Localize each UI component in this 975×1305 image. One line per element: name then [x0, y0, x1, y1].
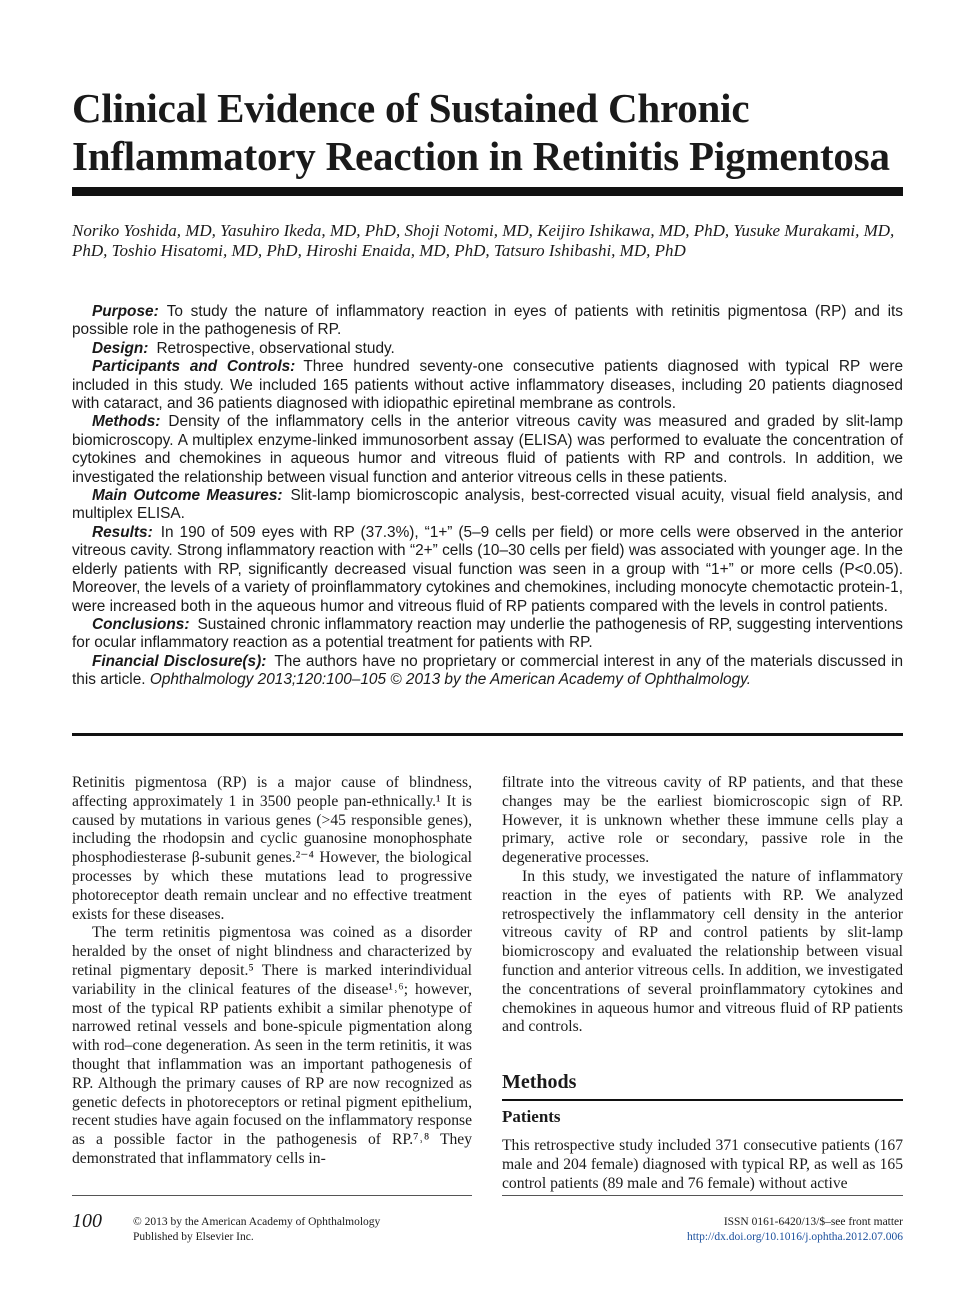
journal-citation: Ophthalmology 2013;120:100–105 © 2013 by the American Academy of Ophthalmology. [149, 671, 751, 689]
abstract-label: Purpose: [92, 303, 159, 320]
abstract-label: Participants and Controls: [92, 358, 296, 376]
abstract-label: Design: [92, 339, 149, 357]
abstract-participants [72, 358, 903, 413]
abstract-label: Results: [92, 523, 153, 541]
abstract [72, 303, 903, 690]
section-rule [502, 1099, 903, 1101]
abstract-conclusions [72, 616, 903, 653]
body-paragraph: The term retinitis pigmentosa was coined as a disorder heralded by the onset of night blindness and characterized by retinal pigmentary deposit.⁵ There is marked interindividual variability in the clinical features of the disease¹˒⁶; however, most of the typical RP patients exhibit a similar phenotype of narrowed retinal vessels and bone-spicule pigmentation along with rod–cone degeneration. As seen in the term retinitis, it was thought that inflammation was an important pathogenesis of RP. Although the primary causes of RP are now recognized as genetic defects in photoreceptors or retinal pigment epithelium, recent studies have again focused on the inflammatory response as a possible factor in the pathogenesis of RP.⁷˒⁸ They demonstrated that inflammatory cells in- [72, 924, 472, 1167]
doi-link[interactable]: http://dx.doi.org/10.1016/j.ophtha.2012.07.006 [686, 1231, 903, 1243]
abstract-financial-disclosure [72, 653, 903, 690]
abstract-text: Three hundred seventy-one consecutive patients diagnosed with typical RP were included in this study. We included 165 patients without active inflammatory diseases, including 20 patients diagnosed with cataract, and 36 patients diagnosed with idiopathic epiretinal membrane as controls. [72, 358, 904, 413]
page-number: 100 [72, 1210, 102, 1232]
footer-right [687, 1215, 903, 1245]
body-paragraph: In this study, we investigated the nature of inflammatory reaction in the eyes of patients with RP. We analyzed retrospectively the inflammatory cell density in the anterior vitreous cavity of RP and control patients by slit-lamp biomicroscopy and evaluated the relationship between visual function and anterior vitreous cells. In addition, we investigated the concentrations of several proinflammatory cytokines and chemokines in aqueous humor and vitreous fluid of RP patients and controls. [502, 867, 903, 1036]
abstract-label: Conclusions: [92, 615, 190, 633]
abstract-design [72, 340, 903, 358]
abstract-methods [72, 413, 903, 487]
copyright-line: © 2013 by the American Academy of Ophthalmology [133, 1216, 381, 1228]
abstract-purpose [72, 303, 903, 340]
publisher-line: Published by Elsevier Inc. [133, 1231, 254, 1243]
right-column [502, 774, 903, 1037]
author-list: Noriko Yoshida, MD, Yasuhiro Ikeda, MD, PhD, Shoji Notomi, MD, Keijiro Ishikawa, MD, PhD, Yusuke Murakami, MD, PhD, Toshio Hisatomi, MD, PhD, Hiroshi Enaida, MD, PhD, Tatsuro Ishibashi, MD, PhD [72, 221, 895, 260]
abstract-text: Density of the inflammatory cells in the anterior vitreous cavity was measured and graded by slit-lamp biomicroscopy. A multiplex enzyme-linked immunosorbent assay (ELISA) was performed to evaluate the concentration of cytokines and chemokines in aqueous humor and vitreous fluid of patients with RP and controls. In addition, we investigated the relationship between visual function and anterior vitreous cells in these patients. [72, 413, 903, 486]
abstract-text: Sustained chronic inflammatory reaction may underlie the pathogenesis of RP, suggesting interventions for ocular inflammatory reaction as a potential treatment for patients with RP. [72, 615, 903, 652]
abstract-text: To study the nature of inflammatory reaction in eyes of patients with retinitis pigmentosa (RP) and its possible role in the pathogenesis of RP. [72, 303, 903, 339]
abstract-text: Slit-lamp biomicroscopic analysis, best-corrected visual acuity, visual field analysis, and multiplex ELISA. [72, 487, 903, 523]
subsection-heading-patients: Patients [502, 1107, 561, 1126]
footer-left [133, 1215, 380, 1245]
abstract-label: Methods: [92, 413, 161, 431]
issn-line: ISSN 0161-6420/13/$–see front matter [723, 1216, 903, 1228]
abstract-rule [72, 733, 903, 736]
abstract-text: In 190 of 509 eyes with RP (37.3%), “1+” (5–9 cells per field) or more cells were observed in the anterior vitreous cavity. Strong inflammatory reaction with “2+” cells (10–30 cells per field) was associated with younger age. In the elderly patients with RP, significantly decreased visual function was seen in a group with “1+” or more cells (P<0.05). Moreover, the levels of a variety of proinflammatory cytokines and chemokines, including monocyte chemotactic protein-1, were increased both in the aqueous humor and vitreous fluid of RP patients compared with the levels in control patients. [72, 523, 903, 615]
body-paragraph: Retinitis pigmentosa (RP) is a major cause of blindness, affecting approximately 1 in 3500 people pan-ethnically.¹ It is caused by mutations in various genes (>45 responsible genes), including the rhodopsin and cyclic guanosine monophosphate phosphodiesterase β-subunit genes.²⁻⁴ However, the biological processes by which these mutations lead to progressive photoreceptor death remain unclear and no effective treatment exists for these diseases. [72, 774, 472, 923]
title-rule [72, 187, 903, 196]
left-column [72, 774, 472, 1169]
patients-section [502, 1137, 903, 1193]
article-title: Clinical Evidence of Sustained Chronic Inflammatory Reaction in Retinitis Pigmentosa [72, 85, 890, 179]
footer-rule-left [72, 1195, 472, 1196]
abstract-label: Financial Disclosure(s): [92, 652, 267, 670]
section-heading-methods: Methods [502, 1071, 577, 1093]
body-paragraph: This retrospective study included 371 consecutive patients (167 male and 204 female) diagnosed with typical RP, as well as 165 control patients (89 male and 76 female) without active [502, 1137, 903, 1192]
abstract-text: Retrospective, observational study. [156, 339, 395, 357]
footer-rule-right [502, 1195, 903, 1196]
body-paragraph: filtrate into the vitreous cavity of RP patients, and that these changes may be the earliest biomicroscopic sign of RP. However, it is unknown whether these immune cells play a primary, active role or secondary, passive role in the degenerative processes. [502, 774, 903, 867]
abstract-results [72, 524, 903, 616]
abstract-label: Main Outcome Measures: [92, 487, 283, 505]
abstract-outcome-measures [72, 487, 903, 524]
abstract-text: The authors have no proprietary or commercial interest in any of the materials discussed in this article. [72, 652, 904, 689]
